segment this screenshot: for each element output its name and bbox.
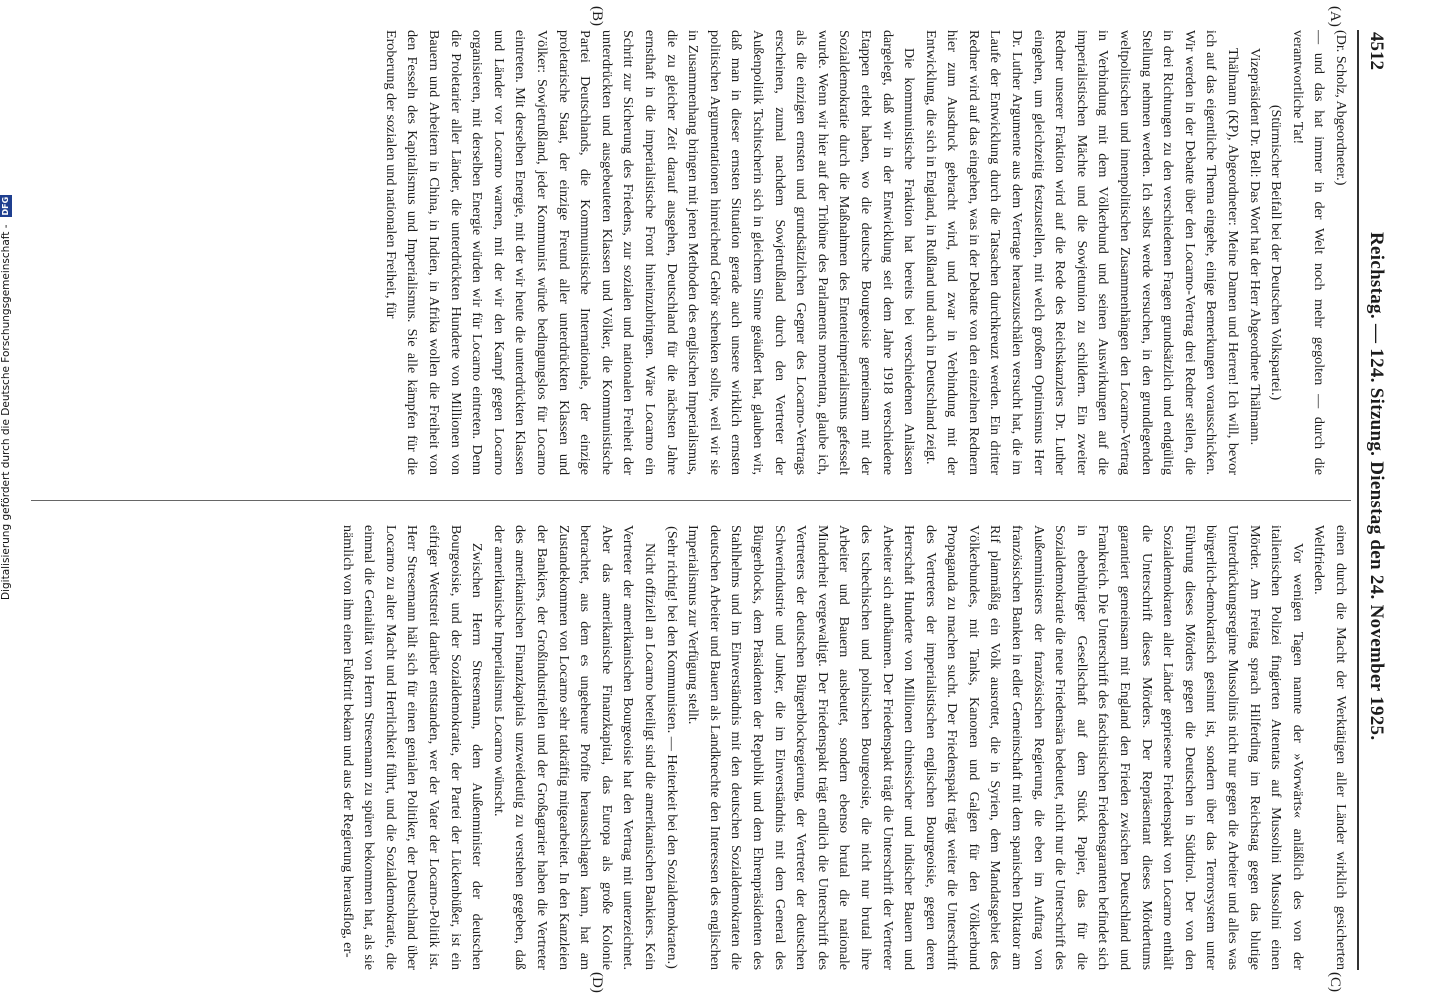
page-title: Reichstag. — 124. Sitzung. Dienstag den 24. November 1925. — [1366, 232, 1387, 741]
margin-mark-b: (B) — [589, 6, 605, 26]
margin-mark-d: (D) — [589, 972, 605, 993]
paragraph: Vizepräsident Dr. Bell: Das Wort hat der Herr Abgeordnete Thälmann. — [1246, 48, 1263, 446]
header-rule — [1357, 30, 1359, 970]
speech-paragraph: Thälmann (KP), Abgeordneter: Meine Damen und Herren! Ich will, bevor ich auf das eigentliche Thema eingehe, einige Bemerkungen vorausschicken. Wir werden in der Debatte über den Locarno-Vertrag drei Redner stellen, die in drei Richtungen zu den verschiedenen Fragen grundsätzlich und endgültig Stellung nehmen werden. Ich selbst werde versuchen, in den grundlegenden weltpolitischen und innenpolitischen Zusammenhängen den Locarno-Vertrag in Verbindung mit dem Völkerbund und seinen Auswirkungen auf die imperialistischen Mächte und die Sowjetunion zu schildern. Ein zweiter Redner unserer Fraktion wird auf die Rede des Reichskanzlers Dr. Luther eingehen, um gleichzeitig festzustellen, mit welch großem Optimismus Herr Dr. Luther Argumente aus dem Vertrage herauszuschälen versucht hat, die im Laufe der Entwicklung durch die Tatsachen durchkreuzt werden. Ein dritter Redner wird auf das eingehen, was in der Debatte von den einzelnen Rednern hier zum Ausdruck gebracht wird, und zwar in Verbindung mit der Entwicklung, die sich in England, in Rußland und auch in Deutschland zeigt. — [922, 30, 1242, 475]
dfg-logo: DFG — [1, 196, 10, 216]
speech-paragraph: Die kommunistische Fraktion hat bereits bei verschiedenen Anlässen dargelegt, daß wir in der Entwicklung seit dem Jahre 1918 verschiedene Etappen erlebt haben, wo die deutsche Bourgeoisie gemeinsam mit der Sozialdemokratie durch die Maßnahmen des Ententeimperialismus gefesselt wurde. Wenn wir hier auf der Tribüne des Parlaments momentan, glaube ich, als die einzigen ernsten und grundsätzlichen Gegner des Locarno-Vertrags erscheinen, zumal nachdem Sowjetrußland durch den Vertreter der Außenpolitik Tschitscherin sich in gleichem Sinne geäußert hat, glauben wir, daß man in dieser ernsten Situation gerade auch unsere wirklich ernsten politischen Argumentationen hinreichend Gehör schenken sollte, weil wir sie in Zusammenhang bringen mit jenen Methoden des englischen Imperialismus, die zu gleicher Zeit darauf ausgehen, Deutschland für die nächsten Jahre ernsthaft in die imperialistische Front hineinzubringen. Wäre Locarno ein Schritt zur Sicherung des Friedens, zur sozialen und nationalen Freiheit der unterdrückten und ausgebeuteten Klassen und Völker, die Kommunistische Partei Deutschlands, die Kommunistische Internationale, der einzige proletarische Staat, der einzige Freund aller unterdrückten Klassen und Völker: Sowjetrußland, jeder Kommunist würde bedingungslos für Locarno eintreten. Mit derselben Energie, mit der wir heute die unterdrückten Klassen und Länder vor Locarno warnen, mit der wir den Kampf gegen Locarno organisieren, mit derselben Energie würden wir für Locarno eintreten. Denn die Proletarier aller Länder, die unterdrückten Hunderte von Millionen von Bauern und Arbeitern in China, in Indien, in Afrika wollen die Freiheit von den Fesseln des Kapitalismus und Imperialismus. Sie alle kämpfen für die Eroberung der sozialen und nationalen Freiheit, für — [382, 30, 918, 475]
page-header — [1355, 32, 1395, 968]
paragraph: — und das hat immer in der Welt noch mehr gegolten — durch die verantwortliche Tat! — [1289, 30, 1328, 475]
right-column — [21, 525, 1351, 970]
column-divider — [31, 500, 1351, 501]
speech-paragraph: Nicht offiziell an Locarno beteiligt sind die amerikanischen Bankiers. Kein Vertreter der amerikanischen Bourgeoisie hat den Vertrag mit unterzeichnet. Aber das amerikanische Finanzkapital, das Europa als große Kolonie betrachtet, aus dem es ungeheure Profite herausschlagen kann, hat am Zustandekommen von Locarno sehr tatkräftig mitgearbeitet. In den Kanzleien der Bankiers, der Großindustriellen und der Großagrarier haben die Vertreter des amerikanischen Finanzkapitals unzweideutig zu verstehen gegeben, daß der amerikanische Imperialismus Locarno wünscht. — [490, 525, 658, 970]
paragraph: (Dr. Scholz, Abgeordneter.) — [1333, 30, 1349, 186]
speech-paragraph: Vor wenigen Tagen nannte der »Vorwärts« anläßlich des von der italienischen Polizei fingierten Attentats auf Mussolini Mussolini einen Mörder. Am Freitag sprach Hilferding im Reichstag gegen das blutige Unterdrückungsregime Mussolinis nicht nur gegen die Arbeiter und alles was bürgerlich-demokratisch gesinnt ist, sondern über das Terrorsystem unter Führung dieses Mörders gegen die Deutschen in Südtirol. Der von den Sozialdemokraten aller Länder gepriesene Friedenspakt von Locarno enthält die Unterschrift dieses Mörders. Der Repräsentant dieses Mördertums garantiert gemeinsam mit England den Frieden zwischen Deutschland und Frankreich. Die Unterschrift des faschistischen Friedensgaranten befindet sich in ebenbürtiger Gesellschaft auf dem Stück Papier, das für die Sozialdemokratie die neue Friedensära bedeutet, nicht nur die Unterschrift des Außenministers der französischen Regierung, die eben im Auftrag von französischen Banken in edler Gemeinschaft mit dem spanischen Diktator am Rif planmäßig ein Volk ausrottet, die in Syrien, dem Mandatsgebiet des Völkerbundes, mit Tanks, Kanonen und Galgen für den Völkerbund Propaganda zu machen sucht. Der Friedenspakt trägt weiter die Unterschrift des Vertreters der imperialistischen englischen Bourgeoisie, gegen deren Herrschaft Hunderte von Millionen chinesischer und indischer Bauern und Arbeiter sich aufbäumen. Der Friedenspakt trägt die Unterschrift der Vertreter des tschechischen und polnischen Bourgeoisie, die nicht nur brutal ihre Arbeiter und Bauern ausbeutet, sondern ebenso brutal die nationale Minderheit vergewaltigt. Der Friedenspakt trägt endlich die Unterschrift des Vertreters der deutschen Bürgerblockregierung, der Vertreter der deutschen Schwerindustrie und Junker, die im Einverständnis mit dem General des Bürgerblocks, dem Präsidenten der Republik und dem Ehrenpräsidenten des Stahlhelms und im Einverständnis mit den deutschen Sozialdemokraten die deutschen Arbeiter und Bauern als Landknechte den Interessen des englischen Imperialismus zur Verfügung stellt. — [685, 525, 1306, 970]
margin-mark-c: (C) — [1327, 972, 1343, 992]
page-number: 4512 — [1366, 32, 1387, 70]
credit-text: Digitalisierung gefördert durch die Deutsche Forschungsgemeinschaft - — [0, 224, 12, 600]
speech-paragraph: Zwischen Herrn Stresemann, dem Außenminister der deutschen Bourgeoisie, und der Sozialdemokratie, der Partei der Lückenbüßer, ist ein eifriger Wettstreit darüber entstanden, wer der Vater der Locarno-Politik ist. Herr Stresemann hält sich für einen genialen Politiker, der Deutschland über Locarno zu alter Macht und Herrlichkeit führt, und die Sozialdemokratie, die einmal die Genialität von Herrn Stresemann zu spüren bekommen hat, als sie nämlich von ihm einen Fußtritt bekam und aus der Regierung herausflog, er- — [339, 525, 486, 970]
interjection: (Stürmischer Beifall bei der Deutschen Volkspartei.) — [1268, 104, 1285, 401]
digitization-credit — [0, 196, 20, 600]
left-column — [21, 30, 1351, 475]
margin-mark-a: (A) — [1327, 6, 1343, 27]
paragraph: einen durch die Macht der Werktätigen aller Länder wirklich gesicherten Weltfrieden. — [1311, 525, 1349, 970]
interjection: (Sehr richtig! bei den Kommunisten. — Heiterkeit bei den Sozialdemokraten.) — [663, 526, 680, 969]
